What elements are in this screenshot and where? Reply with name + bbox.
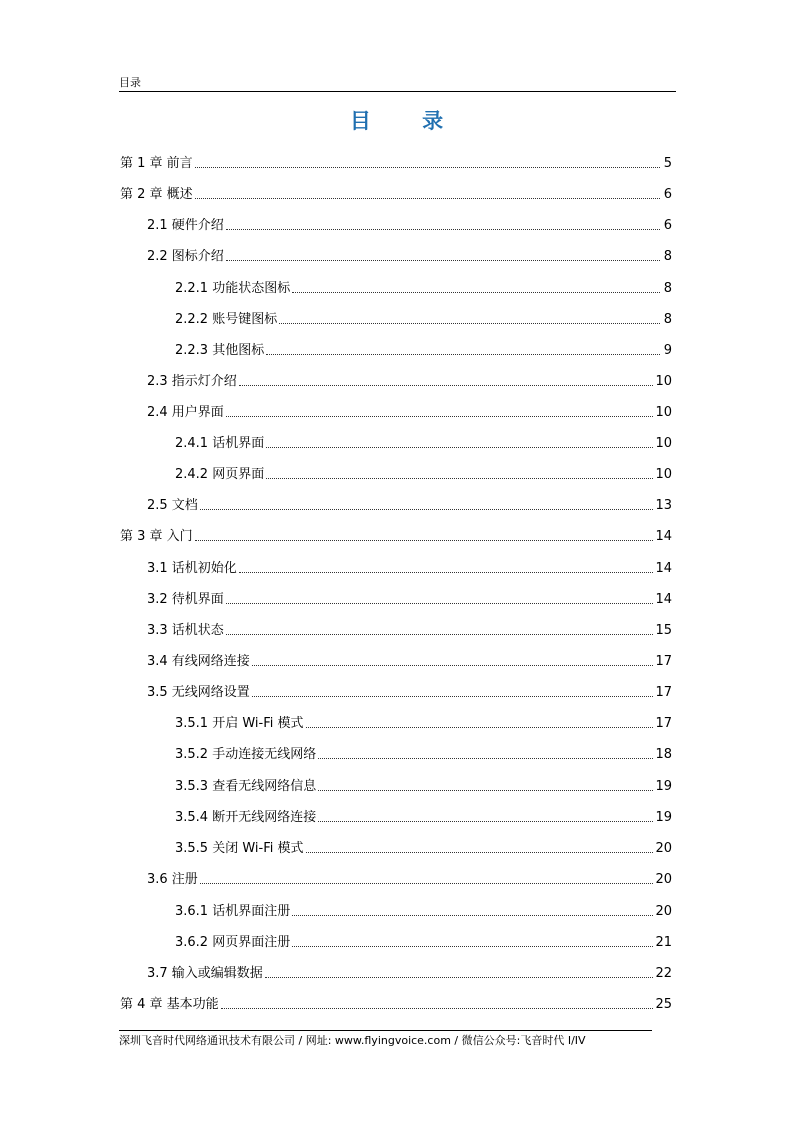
toc-entry-label: 3.5.4 断开无线网络连接 (175, 810, 317, 825)
toc-entry[interactable] (175, 935, 672, 951)
toc-entry-page: 17 (655, 654, 672, 669)
toc-entry[interactable] (175, 716, 672, 732)
toc-leader (195, 187, 660, 199)
toc-entry-page: 25 (655, 997, 672, 1012)
toc-entry-page: 9 (663, 343, 672, 358)
toc-entry[interactable] (120, 997, 672, 1013)
toc-leader (318, 747, 653, 759)
toc-entry-page: 22 (655, 966, 672, 981)
toc-entry-label: 2.2 图标介绍 (147, 249, 224, 264)
toc-entry[interactable] (175, 779, 672, 795)
toc-entry-page: 10 (655, 436, 672, 451)
toc-leader (226, 249, 660, 261)
toc-entry-label: 3.5.1 开启 Wi-Fi 模式 (175, 716, 304, 731)
toc-leader (306, 841, 654, 853)
toc-entry-label: 3.6.2 网页界面注册 (175, 935, 291, 950)
toc-entry[interactable] (175, 281, 672, 297)
toc-entry[interactable] (175, 467, 672, 483)
toc-entry-page: 15 (655, 623, 672, 638)
toc-entry[interactable] (147, 592, 672, 608)
toc-leader (306, 716, 654, 728)
toc-entry-label: 2.4.1 话机界面 (175, 436, 265, 451)
toc-leader (200, 872, 654, 884)
toc-leader (318, 810, 653, 822)
toc-leader (221, 997, 654, 1009)
toc-entry[interactable] (175, 904, 672, 920)
toc-leader (226, 405, 654, 417)
toc-entry[interactable] (175, 343, 672, 359)
toc-entry-label: 2.1 硬件介绍 (147, 218, 224, 233)
toc-entry-page: 10 (655, 467, 672, 482)
toc-entry-label: 第 3 章 入门 (120, 529, 193, 544)
toc-entry[interactable] (147, 561, 672, 577)
toc-entry-page: 20 (655, 872, 672, 887)
toc-leader (266, 343, 660, 355)
toc-entry[interactable] (120, 529, 672, 545)
toc-entry-page: 20 (655, 904, 672, 919)
toc-entry[interactable] (147, 623, 672, 639)
toc-entry[interactable] (147, 498, 672, 514)
toc-entry-page: 8 (663, 249, 672, 264)
toc-entry-label: 2.2.2 账号键图标 (175, 312, 278, 327)
toc-entry-page: 10 (655, 374, 672, 389)
toc-entry-label: 3.5.2 手动连接无线网络 (175, 747, 317, 762)
toc-entry-page: 19 (655, 810, 672, 825)
toc-entry-label: 3.6.1 话机界面注册 (175, 904, 291, 919)
toc-entry-label: 第 1 章 前言 (120, 156, 193, 171)
toc-entry-label: 3.5.5 关闭 Wi-Fi 模式 (175, 841, 304, 856)
toc-entry-label: 2.5 文档 (147, 498, 198, 513)
toc-leader (252, 685, 654, 697)
toc-leader (292, 281, 660, 293)
toc-leader (265, 966, 654, 978)
toc-leader (318, 779, 653, 791)
toc-entry-page: 17 (655, 716, 672, 731)
toc-entry-label: 3.7 输入或编辑数据 (147, 966, 263, 981)
toc-entry-label: 3.2 待机界面 (147, 592, 224, 607)
page-footer: 深圳飞音时代网络通讯技术有限公司 / 网址: www.flyingvoice.com / 微信公众号:飞音时代 I/IV (119, 1034, 586, 1047)
toc-entry[interactable] (147, 872, 672, 888)
toc-entry-label: 3.4 有线网络连接 (147, 654, 250, 669)
toc-leader (266, 436, 653, 448)
toc-entry-label: 2.2.1 功能状态图标 (175, 281, 291, 296)
toc-leader (226, 218, 660, 230)
toc-entry-page: 14 (655, 529, 672, 544)
toc-entry-label: 3.5 无线网络设置 (147, 685, 250, 700)
toc-leader (279, 312, 660, 324)
toc-entry[interactable] (147, 249, 672, 265)
toc-entry-page: 6 (663, 218, 672, 233)
toc-entry-page: 17 (655, 685, 672, 700)
toc-leader (226, 623, 654, 635)
toc-entry[interactable] (147, 405, 672, 421)
page-title: 目 录 (349, 109, 466, 133)
toc-leader (266, 467, 653, 479)
toc-entry-label: 3.5.3 查看无线网络信息 (175, 779, 317, 794)
toc-entry[interactable] (147, 654, 672, 670)
toc-leader (200, 498, 654, 510)
footer-rule (119, 1030, 652, 1031)
toc-entry-label: 2.4 用户界面 (147, 405, 224, 420)
toc-entry[interactable] (175, 841, 672, 857)
running-header: 目录 (119, 76, 141, 89)
toc-entry[interactable] (175, 312, 672, 328)
toc-entry-label: 3.1 话机初始化 (147, 561, 237, 576)
toc-entry[interactable] (120, 187, 672, 203)
toc-entry[interactable] (175, 810, 672, 826)
toc-leader (239, 561, 654, 573)
toc-entry-label: 3.3 话机状态 (147, 623, 224, 638)
toc-entry[interactable] (175, 747, 672, 763)
toc-entry[interactable] (147, 374, 672, 390)
toc-entry-page: 18 (655, 747, 672, 762)
toc-entry-page: 8 (663, 281, 672, 296)
toc-entry-label: 2.2.3 其他图标 (175, 343, 265, 358)
toc-entry-page: 8 (663, 312, 672, 327)
toc-entry-label: 第 4 章 基本功能 (120, 997, 219, 1012)
toc-leader (292, 935, 653, 947)
toc-entry-page: 14 (655, 592, 672, 607)
toc-entry-page: 21 (655, 935, 672, 950)
toc-leader (252, 654, 654, 666)
toc-entry-page: 10 (655, 405, 672, 420)
toc-entry-page: 6 (663, 187, 672, 202)
toc-leader (292, 904, 653, 916)
toc-leader (195, 156, 660, 168)
toc-entry-label: 第 2 章 概述 (120, 187, 193, 202)
toc-entry-page: 5 (663, 156, 672, 171)
toc-entry-label: 2.4.2 网页界面 (175, 467, 265, 482)
toc-entry-label: 3.6 注册 (147, 872, 198, 887)
toc-entry-page: 13 (655, 498, 672, 513)
toc-entry-label: 2.3 指示灯介绍 (147, 374, 237, 389)
toc-leader (195, 529, 654, 541)
toc-entry[interactable] (147, 966, 672, 982)
toc-leader (239, 374, 654, 386)
toc-entry-page: 19 (655, 779, 672, 794)
toc-entry[interactable] (147, 218, 672, 234)
toc-entry-page: 20 (655, 841, 672, 856)
toc-leader (226, 592, 654, 604)
toc-entry[interactable] (120, 156, 672, 172)
toc-entry-page: 14 (655, 561, 672, 576)
toc-entry[interactable] (175, 436, 672, 452)
toc-entry[interactable] (147, 685, 672, 701)
